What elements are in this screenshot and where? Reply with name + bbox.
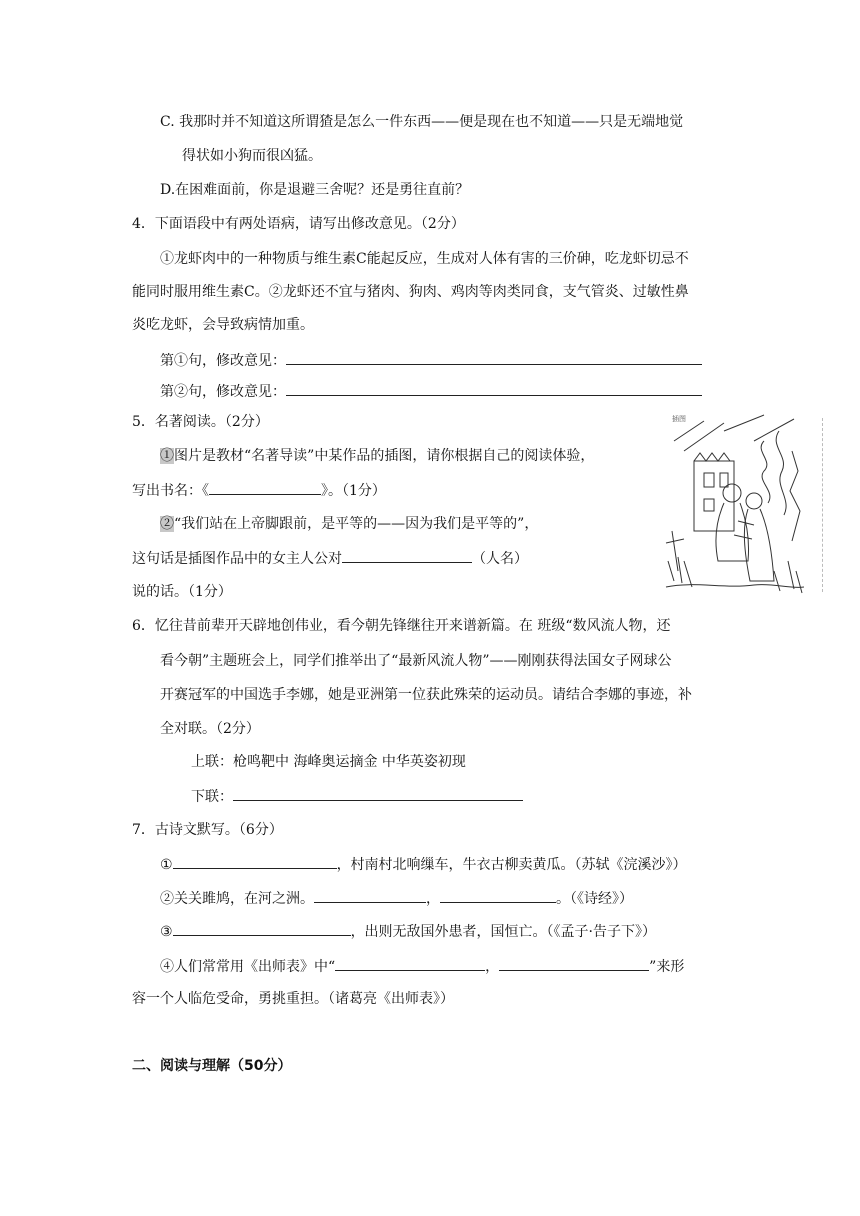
q5-part2-mark: ②: [160, 516, 174, 532]
q4-sentence1-label: 第①句，修改意见：: [160, 353, 286, 369]
q7-item3-text: ，出则无敌国外患者，国恒亡。（《孟子·告子下》）: [350, 924, 657, 940]
q7-item1-row: [160, 854, 687, 875]
q7-item4-row: [160, 956, 684, 977]
q5-person-post: （人名）: [472, 551, 528, 567]
q5-part1-row: [160, 446, 594, 466]
q7-item2-blank1[interactable]: [314, 888, 426, 903]
q4-passage-line2: 能同时服用维生素C。②龙虾还不宜与猪肉、狗肉、鸡肉等肉类同食，支气管炎、过敏性鼻: [132, 284, 689, 300]
q6-lower-couplet-row: [191, 786, 523, 807]
q3-option-c-line2: 得状如小狗而很凶猛。: [182, 148, 322, 164]
q7-item4-sep: ，: [485, 959, 500, 975]
q7-item2-end: 。（《诗经》）: [556, 891, 633, 907]
q6-upper-couplet: 上联：枪鸣靶中 海峰奥运摘金 中华英姿初现: [191, 754, 466, 770]
q4-sentence2-answer-blank[interactable]: [286, 381, 702, 396]
q7-item4-post: ”来形: [649, 959, 685, 975]
q7-item2-text: ②关关雎鸠，在河之洲。: [160, 891, 314, 907]
q6-line4: 全对联。（2分）: [160, 721, 260, 737]
q7-item1-text: ，村南村北响缫车，牛衣古柳卖黄瓜。（苏轼《浣溪沙》）: [336, 857, 687, 873]
q6-lower-couplet-blank[interactable]: [233, 786, 523, 801]
q7-item4-blank1[interactable]: [335, 956, 485, 971]
illustration-caption: 插图: [672, 415, 686, 423]
q5-heading: 5．名著阅读。（2分）: [132, 414, 269, 430]
q7-item1-blank[interactable]: [173, 854, 337, 869]
q7-heading: 7．古诗文默写。（6分）: [132, 822, 283, 838]
q7-item2-row: [160, 888, 633, 909]
page-edge-line: [822, 418, 823, 592]
q5-part1-mark: ①: [160, 448, 174, 464]
q7-item2-sep: ，: [426, 891, 440, 907]
q7-item2-blank2[interactable]: [440, 888, 556, 903]
q5-book-title-post: 》。（1分）: [321, 483, 386, 499]
q6-line1: 6．忆往昔前辈开天辟地创伟业，看今朝先锋继往开来谱新篇。在 班级“数风流人物，还: [132, 618, 671, 634]
q4-sentence1-answer-blank[interactable]: [286, 350, 702, 365]
section2-heading: 二、阅读与理解（50分）: [132, 1058, 292, 1074]
q6-line3: 开赛冠军的中国选手李娜，她是亚洲第一位获此殊荣的运动员。请结合李娜的事迹，补: [160, 687, 692, 703]
q5-part2-row: [160, 514, 538, 534]
q4-passage-line3: 炎吃龙虾，会导致病情加重。: [132, 317, 314, 333]
q7-item3-row: [160, 921, 656, 942]
q5-book-title-pre: 写出书名：《: [132, 483, 209, 499]
q7-item1-mark: ①: [160, 857, 173, 873]
q5-part2-cont-row: [132, 548, 528, 569]
q4-sentence1-row: [160, 350, 702, 371]
q6-line2: 看今朝”主题班会上，同学们推举出了“最新风流人物”——刚刚获得法国女子网球公: [160, 653, 672, 669]
q7-item4-pre: ④人们常常用《出师表》中“: [160, 959, 336, 975]
q5-person-pre: 这句话是插图作品中的女主人公对: [132, 551, 342, 567]
q3-option-c-line1: C. 我那时并不知道这所谓猹是怎么一件东西——便是现在也不知道——只是无端地觉: [160, 114, 684, 130]
q4-sentence2-row: [160, 381, 702, 402]
q7-item3-blank[interactable]: [173, 921, 351, 936]
q3-option-d: D.在困难面前，你是退避三舍呢？还是勇往直前？: [160, 182, 470, 198]
q5-part2-end: 说的话。（1分）: [132, 584, 232, 600]
q5-part2-text: “我们站在上帝脚跟前，是平等的——因为我们是平等的”，: [174, 516, 539, 532]
q7-item4-line2: 容一个人临危受命，勇挑重担。（诸葛亮《出师表》）: [132, 991, 454, 1007]
q7-item4-blank2[interactable]: [499, 956, 649, 971]
q4-passage-line1: ①龙虾肉中的一种物质与维生素C能起反应，生成对人体有害的三价砷，吃龙虾切忌不: [160, 251, 689, 267]
q4-sentence2-label: 第②句，修改意见：: [160, 384, 286, 400]
illustration-sketch: [664, 411, 804, 595]
q4-heading: 4．下面语段中有两处语病，请写出修改意见。（2分）: [132, 216, 465, 232]
q5-part1-cont-row: [132, 480, 386, 501]
book-illustration: [664, 411, 804, 595]
q5-part1-text: 图片是教材“名著导读”中某作品的插图，请你根据自己的阅读体验，: [174, 448, 595, 464]
q5-person-blank[interactable]: [342, 548, 472, 563]
q7-item3-mark: ③: [160, 924, 173, 940]
q6-lower-label: 下联：: [191, 789, 233, 805]
q5-book-title-blank[interactable]: [209, 480, 321, 495]
